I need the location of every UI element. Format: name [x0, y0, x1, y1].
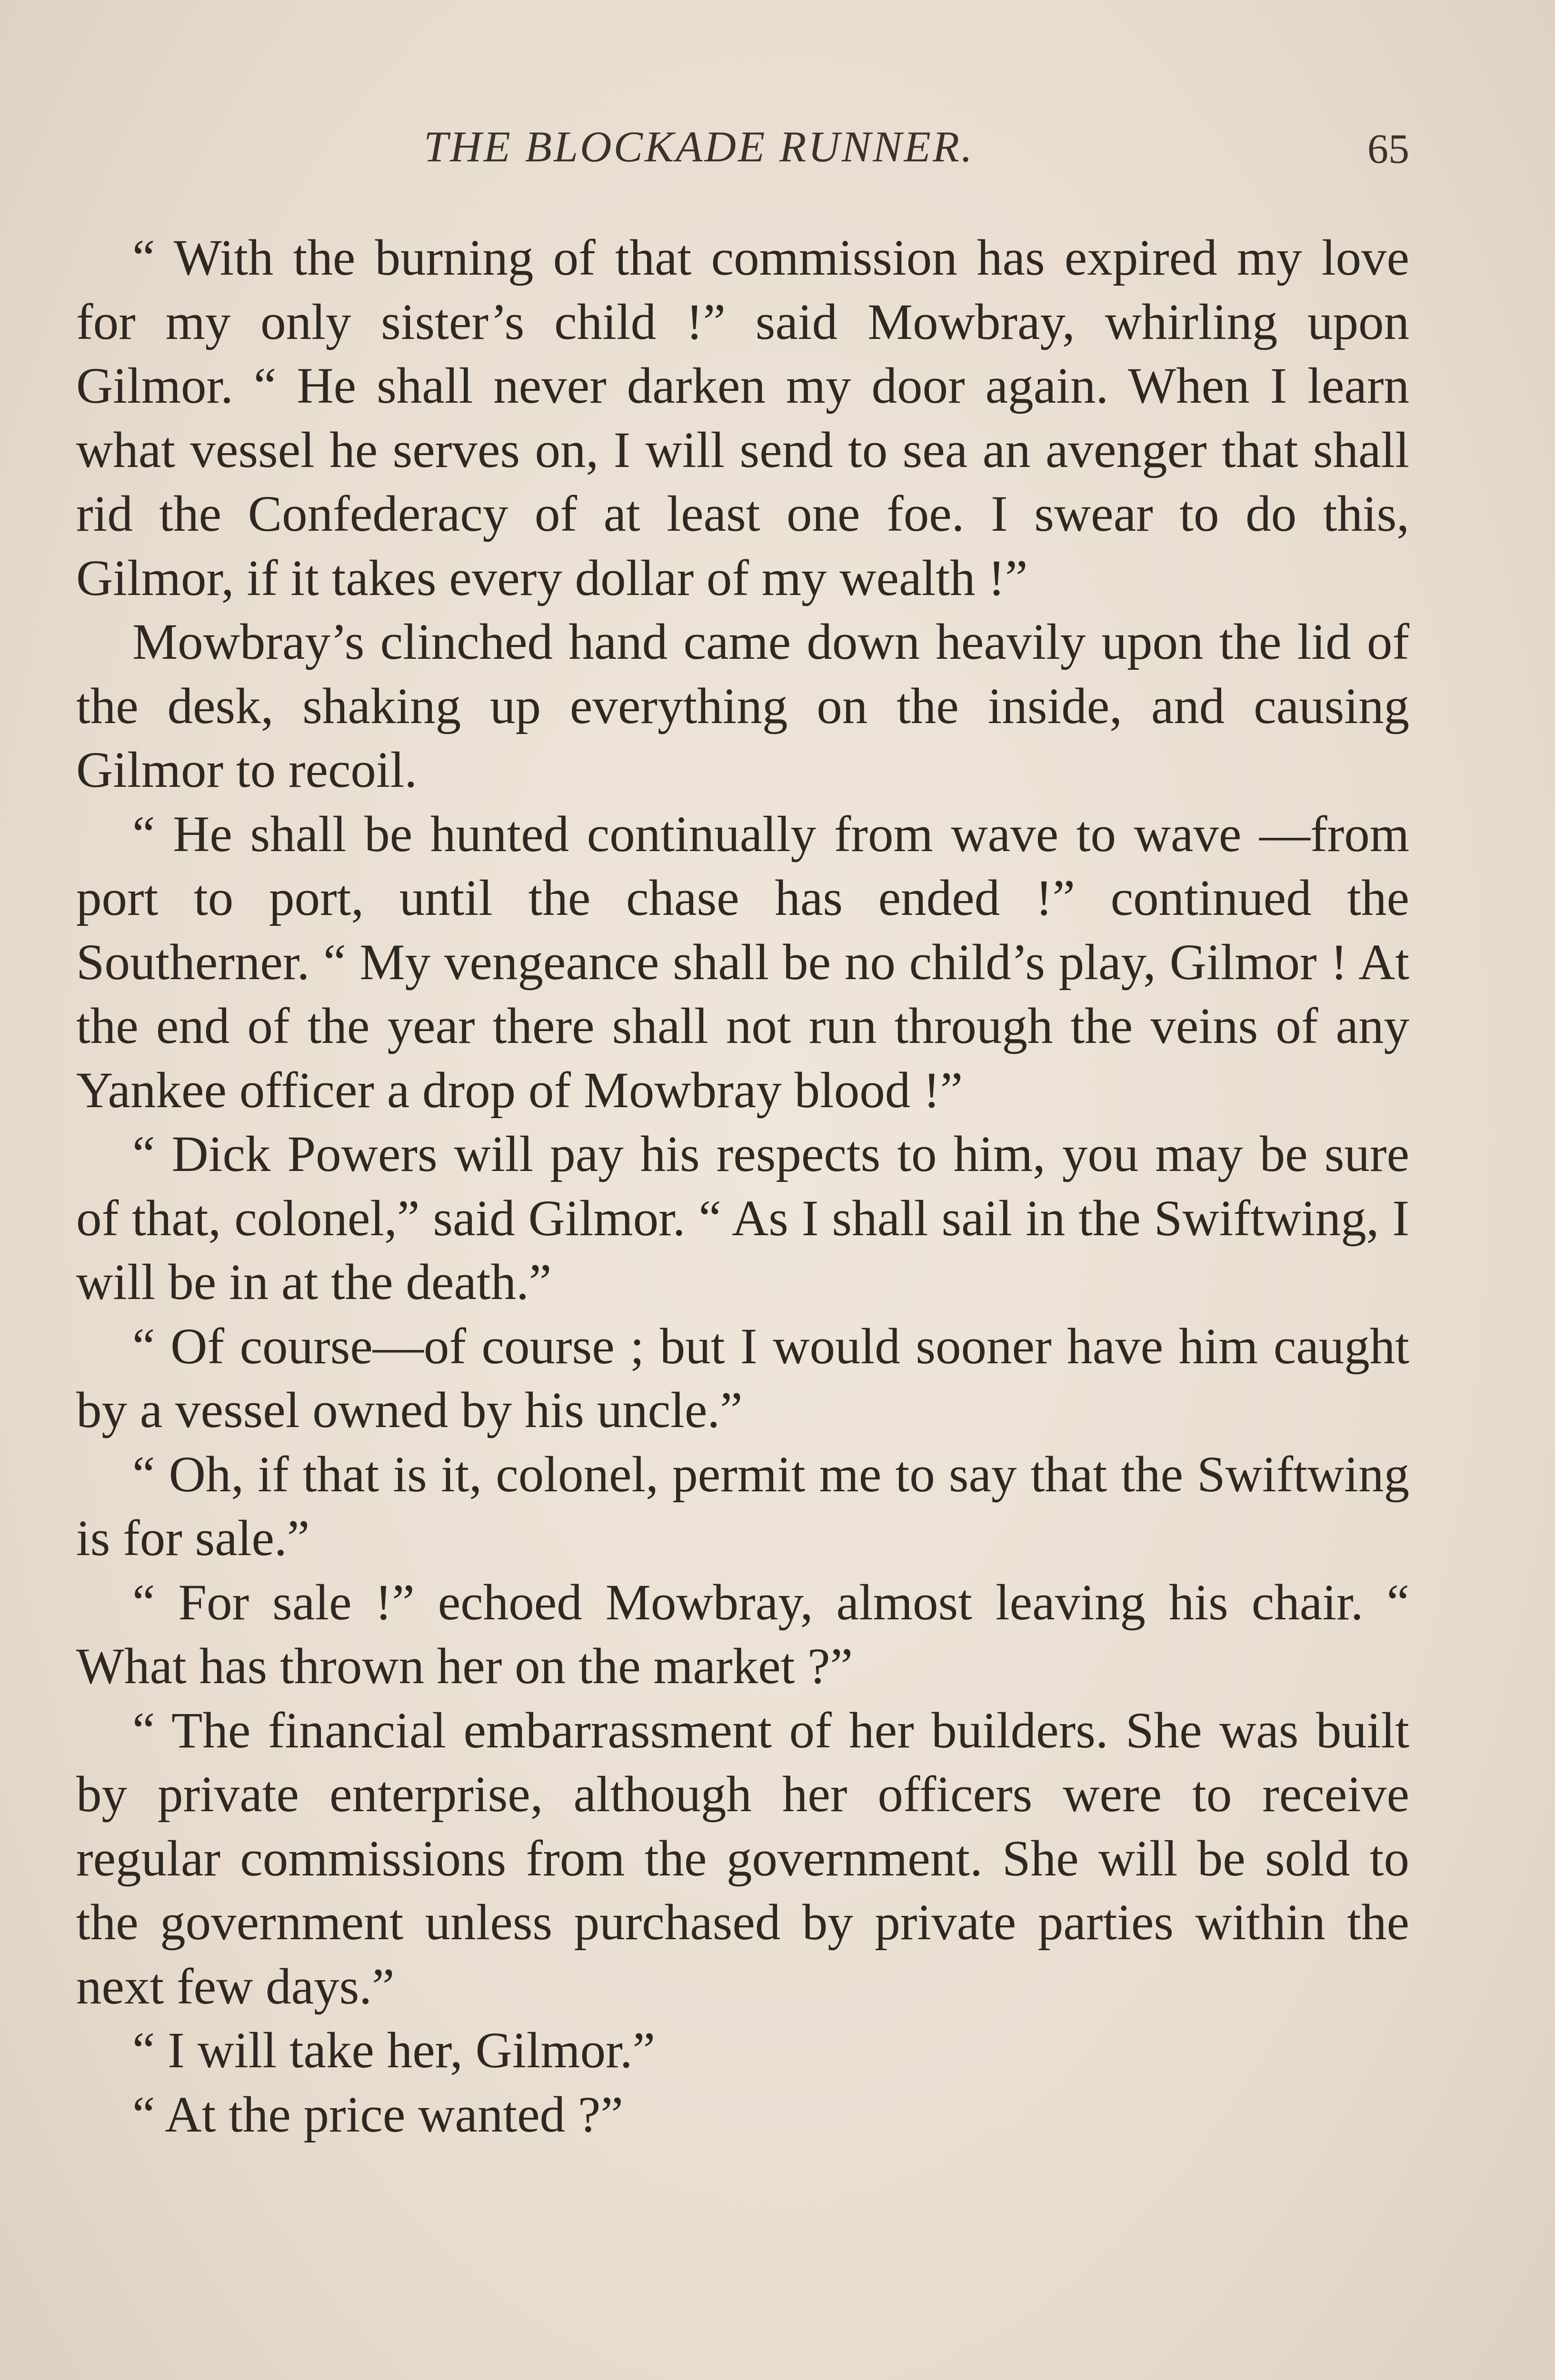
- page-number: 65: [1367, 126, 1409, 172]
- paragraph: “ Of course—of course ; but I would sooner have him caught by a vessel owned by his uncle.”: [76, 1318, 1409, 1438]
- running-head: [76, 121, 1409, 178]
- paragraph: Mowbray’s clinched hand came down heavily upon the lid of the desk, shaking up everything on the inside, and causing Gilmor to recoil.: [76, 614, 1409, 798]
- paragraph: “ At the price wanted ?”: [132, 2086, 623, 2143]
- paragraph: “ Oh, if that is it, colonel, permit me to say that the Swiftwing is for sale.”: [76, 1446, 1409, 1567]
- paragraph: “ With the burning of that commission has expired my love for my only sister’s child !” said Mowbray, whirling upon Gilmor. “ He shall never darken my door again. When I learn what vessel he serves on, I will send to sea an avenger that shall rid the Confederacy of at least one foe. I swear to do this, Gilmor, if it takes every dollar of my wealth !”: [76, 230, 1409, 606]
- paragraph: “ Dick Powers will pay his respects to him, you may be sure of that, colonel,” said Gilmor. “ As I shall sail in the Swiftwing, I will be in at the death.”: [76, 1126, 1409, 1310]
- running-title: THE BLOCKADE RUNNER.: [424, 122, 974, 171]
- paragraph: “ The financial embarrassment of her builders. She was built by private enterprise, although her officers were to receive regular commissions from the government. She will be sold to the government unless purchased by private parties within the next few days.”: [76, 1702, 1409, 2015]
- paragraph: “ I will take her, Gilmor.”: [132, 2023, 656, 2079]
- paragraph: “ He shall be hunted continually from wave to wave —from port to port, until the chase has ended !” continued the Southerner. “ My vengeance shall be no child’s play, Gilmor ! At the end of the year there shall not run through the veins of any Yankee officer a drop of Mowbray blood !”: [76, 806, 1409, 1119]
- paragraph: “ For sale !” echoed Mowbray, almost leaving his chair. “ What has thrown her on the market ?”: [76, 1574, 1409, 1695]
- body-text: [76, 226, 1409, 2147]
